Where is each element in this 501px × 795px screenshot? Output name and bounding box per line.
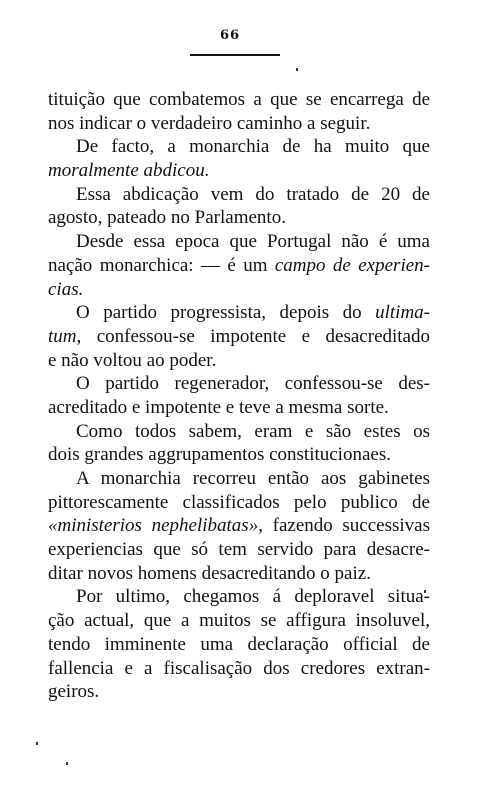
text-line (48, 396, 430, 420)
text-segment: agosto, pateado no Parlamento. (48, 207, 286, 229)
text-line (48, 112, 430, 136)
text-line (48, 633, 430, 657)
print-speck (36, 742, 38, 745)
text-segment: Como todos sabem, eram e são estes os (76, 420, 430, 442)
text-segment: confessou-se impotente e desacreditado (81, 325, 430, 347)
text-line (48, 562, 430, 586)
body-text (48, 88, 430, 704)
text-line (48, 585, 430, 609)
text-line (48, 206, 430, 230)
text-segment: ção actual, que a muitos se affigura insoluvel, (48, 610, 430, 632)
text-line (48, 514, 430, 538)
text-segment: O partido regenerador, confessou-se des- (76, 373, 430, 395)
text-line (48, 443, 430, 467)
text-line (48, 491, 430, 515)
text-segment: pittorescamente classificados pelo publico de (48, 491, 430, 513)
text-segment: nação monarchica: — é um (48, 254, 275, 276)
text-segment: Por ultimo, chegamos á deploravel situa- (76, 586, 430, 608)
text-segment: Desde essa epoca que Portugal não é uma (76, 231, 430, 253)
text-line (48, 230, 430, 254)
text-line (48, 467, 430, 491)
text-segment: tum, (48, 325, 82, 347)
text-line (48, 325, 430, 349)
text-segment: geiros. (48, 681, 100, 703)
text-line (48, 609, 430, 633)
text-segment: De facto, a monarchia de ha muito que (76, 136, 430, 158)
text-line (48, 135, 430, 159)
text-line (48, 349, 430, 373)
print-speck (296, 68, 298, 71)
text-segment: «ministerios nephelibatas» (48, 515, 259, 537)
text-line (48, 88, 430, 112)
text-segment: cias. (48, 278, 84, 300)
text-segment: tendo imminente uma declaração official de (48, 633, 430, 655)
text-segment: A monarchia recorreu então aos gabinetes (76, 468, 430, 489)
text-line (48, 657, 430, 681)
text-segment: , fazendo successivas (258, 515, 430, 537)
text-segment: Essa abdicação vem do tratado de 20 de (76, 183, 430, 205)
text-segment: campo de experien- (274, 254, 430, 276)
text-line (48, 301, 430, 325)
text-line (48, 372, 430, 396)
text-segment: fallencia e a fiscalisação dos credores extran- (48, 657, 430, 679)
text-line (48, 538, 430, 562)
text-segment: experiencias que só tem servido para desacre- (48, 539, 430, 561)
print-speck (66, 762, 68, 765)
text-line (48, 183, 430, 207)
text-line (48, 254, 430, 278)
text-segment: acreditado e impotente e teve a mesma sorte. (48, 396, 389, 418)
text-segment: e não voltou ao poder. (48, 349, 217, 371)
text-segment: ditar novos homens desacreditando o paiz. (48, 562, 371, 584)
text-line (48, 420, 430, 444)
text-segment: O partido progressista, depois do (76, 302, 376, 324)
page-number: 66 (219, 28, 241, 43)
text-segment: tituição que combatemos a que se encarrega de (48, 89, 430, 110)
text-segment: nos indicar o verdadeiro caminho a seguir. (48, 112, 371, 134)
text-segment: ultima- (375, 302, 430, 324)
text-line (48, 680, 430, 704)
text-segment: dois grandes aggrupamentos constitucionaes. (48, 444, 391, 466)
text-segment: moralmente abdicou. (48, 160, 210, 182)
text-line (48, 159, 430, 183)
header-rule (190, 54, 280, 56)
text-line (48, 278, 430, 302)
